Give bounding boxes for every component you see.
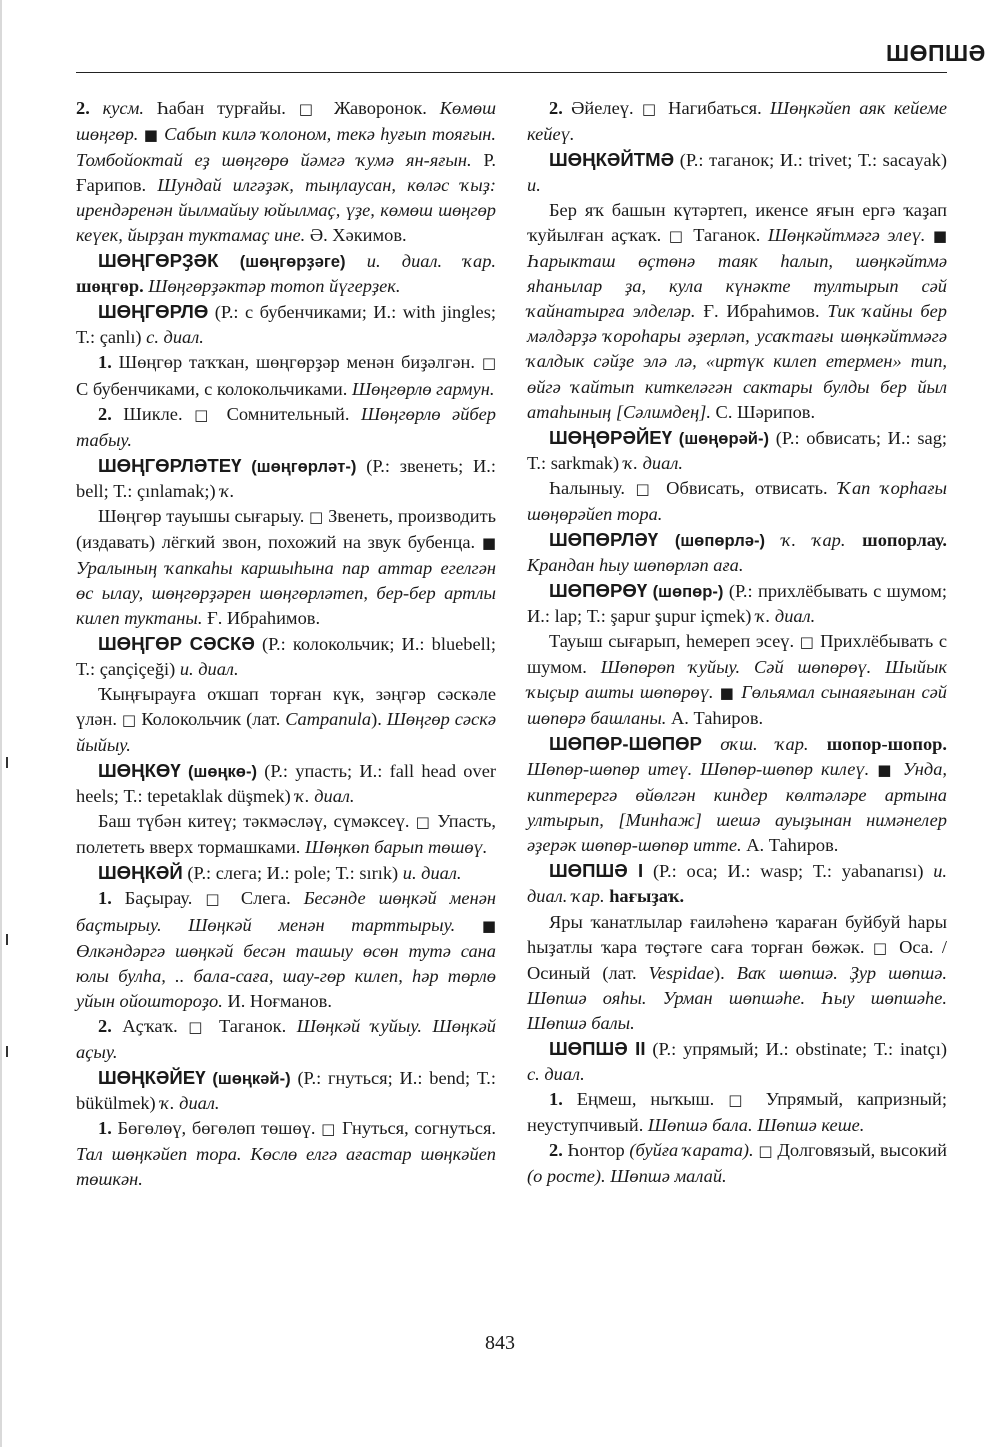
entry-sense: 1. Бөгөлөү, бөгөлөп төшөү. □ Гнуться, согнуться. Тал шөңкәйеп тора. Көслө елгә ағастар шөңкәйеп төшкән. <box>76 1117 497 1189</box>
quote-square-icon: ■ <box>481 533 496 552</box>
entry-headword: ШӨҢӨРӘЙЕҮ (шөңөрәй-) (Р.: обвисать; И.: sag; Т.: sarkmak) ҡ. диал. <box>527 426 947 473</box>
scan-mark <box>6 1046 8 1057</box>
quote-square-icon: ■ <box>719 684 736 703</box>
translation-square-icon: □ <box>298 100 322 118</box>
translation-square-icon: □ <box>188 1017 209 1036</box>
translation-square-icon: □ <box>309 507 324 526</box>
translation-square-icon: □ <box>481 354 496 373</box>
entry-sense: Шөңгөр тауышы сығарыу. □ Звенеть, производить (издавать) лёгкий звон, похожий на звук бубенца. ■ Уралының ҡапкаһы каршыһына пар аттар егелгән өс ылау, шөңгөрҙәрен шөңгөрләтеп, бер-бер артлы килеп туктаны. Ғ. Ибраһимов. <box>76 505 496 628</box>
scan-edge <box>0 0 2 1447</box>
entry-sense: 1. Шөңгөр таҡҡан, шөңгөрҙәр менән биҙәлгән. □ С бубенчиками, с колокольчиками. Шөңгөрлө гармун. <box>76 352 496 399</box>
scan-mark <box>6 934 8 945</box>
entry-headword: ШӨҢГӨРЛӘТЕҮ (шөңгөрләт-) (Р.: звенеть; И.: bell; Т.: çınlamak;) ҡ. <box>76 454 496 501</box>
entry-headword: ШӨҢКӨҮ (шөңкө-) (Р.: упасть; И.: fall head over heels; Т.: tepetaklak düşmek) ҡ. диал. <box>76 760 496 807</box>
running-head: ШӨПШӘ <box>886 40 986 66</box>
header-rule <box>76 72 947 73</box>
translation-square-icon: □ <box>641 100 660 118</box>
entry-headword: ШӨҢГӨР СӘСКӘ (Р.: колокольчик; И.: bluebell; Т.: çançiçeği) и. диал. <box>76 632 496 680</box>
translation-square-icon: □ <box>758 1141 773 1160</box>
translation-square-icon: □ <box>635 479 656 498</box>
entry-headword: ШӨПШӘ I (Р.: оса; И.: wasp; Т.: yabanarısı) и. диал. ҡар. һағыҙаҡ. <box>527 860 947 907</box>
translation-square-icon: □ <box>668 227 686 246</box>
entry-sense: Яры ҡанатлылар ғаиләһенә ҡараған буйбуй һары һыҙатлы ҡара төҫтәге саға торған бөжәк. □ Оса. / Осиный (лат. Vespidae). Ваҡ шөпшә. Ҙур шөпшә. Шөпшә ояһы. Урман шөпшәһе. Һыу шөпшәһе. Шөпшә балы. <box>527 911 947 1033</box>
page-number: 843 <box>485 1332 515 1354</box>
entry-sense: 1. Еңмеш, ныҡыш. □ Упрямый, капризный; неуступчивый. Шөпшә бала. Шөпшә кеше. <box>527 1088 947 1135</box>
left-column <box>76 96 496 1192</box>
translation-square-icon: □ <box>194 405 216 424</box>
translation-square-icon: □ <box>415 813 432 832</box>
entry-headword: ШӨПШӘ II (Р.: упрямый; И.: obstinate; Т.: inatçı) с. диал. <box>527 1037 947 1084</box>
entry-sense: 1. Баҫырау. □ Слега. Бесәнде шөңкәй менән баҫтырыу. Шөңкәй менән тарттырыу. ■ Өлкәндәргә шөңкәй бесән ташыу өсөн тутә сана юлы булһа, .. бала-саға, шау-гөр килеп, һәр төрлө уйын ойоштороҙо. И. Ноғманов. <box>76 888 496 1011</box>
quote-square-icon: ■ <box>481 916 496 935</box>
entry-headword: ШӨҢКӘЙТМӘ (Р.: таганок; И.: trivet; Т.: sacayak) и. <box>527 149 947 196</box>
quote-square-icon: ■ <box>877 761 895 780</box>
entry-sense: Баш түбән китеү; тәкмәсләү, сүмәксеү. □ Упасть, полететь вверх тормашками. Шөңкөп барып төшөү. <box>76 811 496 858</box>
entry-headword: ШӨҢГӨРЛӨ (Р.: с бубенчиками; И.: with jingles; Т.: çanlı) с. диал. <box>76 301 496 348</box>
translation-square-icon: □ <box>728 1090 752 1109</box>
entry-sense: 2. Аҫҡаҡ. □ Таганок. Шөңкәй ҡуйыу. Шөңкәй аҫыу. <box>76 1015 496 1062</box>
entry-sense: 2. Әйелеү. □ Нагибаться. Шөңкәйеп аяк кейеме кейеү. <box>527 98 947 145</box>
quote-square-icon: ■ <box>143 126 159 145</box>
entry-headword: ШӨПӨРЛӘҮ (шөпөрлә-) ҡ. ҡар. шопорлау. Крандан һыу шөпөрләп аға. <box>527 528 947 575</box>
translation-square-icon: □ <box>321 1119 337 1138</box>
entry-headword: ШӨҢГӨРҘӘК (шөңгөрҙәге) и. диал. ҡар. шөңгөр. Шөңгөрҙәктәр тотоп йүгерҙек. <box>76 250 496 297</box>
entry-sense: Бер яҡ башын күтәртеп, икенсе яғын ергә ҡаҙап ҡуйылған аҫҡаҡ. □ Таганок. Шөңкәйтмәгә элеү. ■ Һарыкташ өҫтөнә таяк һалып, шөңкәйтмә яһанылар ҙа, кула күнәкте тултырып сәй ҡайнатырға элделәр. Ғ. Ибраһимов. Тик ҡайны бер мәлдәрҙә ҡороһары әҙерләп, усаҡтағы шөңкәйтмәгә ҡалдык сәйҙе элә лә, «иртүк килеп етермен» тип, өйгә ҡайтып киткеләгән сактары булды бер йыл атаһының [Сәлимдең]. С. Шәрипов. <box>527 200 948 422</box>
entry-headword: ШӨПӨР-ШӨПӨР оҡш. ҡар. шопор-шопор. Шөпөр-шөпөр итеү. Шөпөр-шөпөр килеү. ■ Унда, киптерергә өйөлгән киндер көлтәләре артына ултырып, [Минһаж] шешә ауыҙынан нимәнелер әҙерәк шөпөр-шөпөр итте. А. Таһиров. <box>527 733 947 856</box>
translation-square-icon: □ <box>121 711 137 730</box>
scan-mark <box>6 757 8 768</box>
translation-square-icon: □ <box>799 632 815 651</box>
entry-sense: Тауыш сығарып, һемереп эсеү. □ Прихлёбывать с шумом. Шөпөрөп ҡуйыу. Сәй шөпөрөү. Шыйык ҡыҫыр ашты шөпөрөү. ■ Гөльямал сынаяғынан сәй шөпөрә башланы. А. Таһиров. <box>527 630 947 729</box>
entry-sense: 2. Шикле. □ Сомнительный. Шөңгөрлө әйбер табыу. <box>76 403 497 450</box>
translation-square-icon: □ <box>205 890 228 909</box>
right-column <box>527 96 947 1189</box>
quote-square-icon: ■ <box>932 227 947 246</box>
translation-square-icon: □ <box>872 938 891 957</box>
entry-sense: 2. Һонтор (буйға ҡарата). □ Долговязый, высокий (о росте). Шөпшә малай. <box>527 1139 947 1186</box>
entry-sense: Һалыныу. □ Обвисать, отвисать. Ҡап ҡорһағы шөңөрәйеп тора. <box>527 477 947 524</box>
entry-headword: ШӨҢКӘЙ (Р.: слега; И.: pole; Т.: sırık) и. диал. <box>98 862 462 884</box>
entry-sense: 2. кусм. Һабан турғайы. □ Жаворонок. Көмөш шөңгөр. ■ Сабып килә ҡолоном, текә һуғып тояғын. Томбойоктай еҙ шөңгөрө йәмгә ҡумә ян-яғын. Р. Ғарипов. Шундай илгәҙәк, тыңлаусан, көләс ҡыҙ: ирендәренән йылмайыу юйылмаҫ, үҙе, көмөш шөңгөр кеүек, йырҙан туктамаҫ ине. Ә. Хәкимов. <box>76 98 496 246</box>
entry-headword: ШӨҢКӘЙЕҮ (шөңкәй-) (Р.: гнуться; И.: bend; Т.: bükülmek) ҡ. диал. <box>76 1066 496 1113</box>
entry-sense: Ҡыңғырауға оҡшап торған күк, зәңгәр сәскәле үлән. □ Колокольчик (лат. Campanula). Шөңгөр сәскә йыйыу. <box>76 684 496 756</box>
entry-headword: ШӨПӨРӨҮ (шөпөр-) (Р.: прихлёбывать с шумом; И.: lap; Т.: şapur şupur içmek) ҡ. диал. <box>527 579 947 626</box>
